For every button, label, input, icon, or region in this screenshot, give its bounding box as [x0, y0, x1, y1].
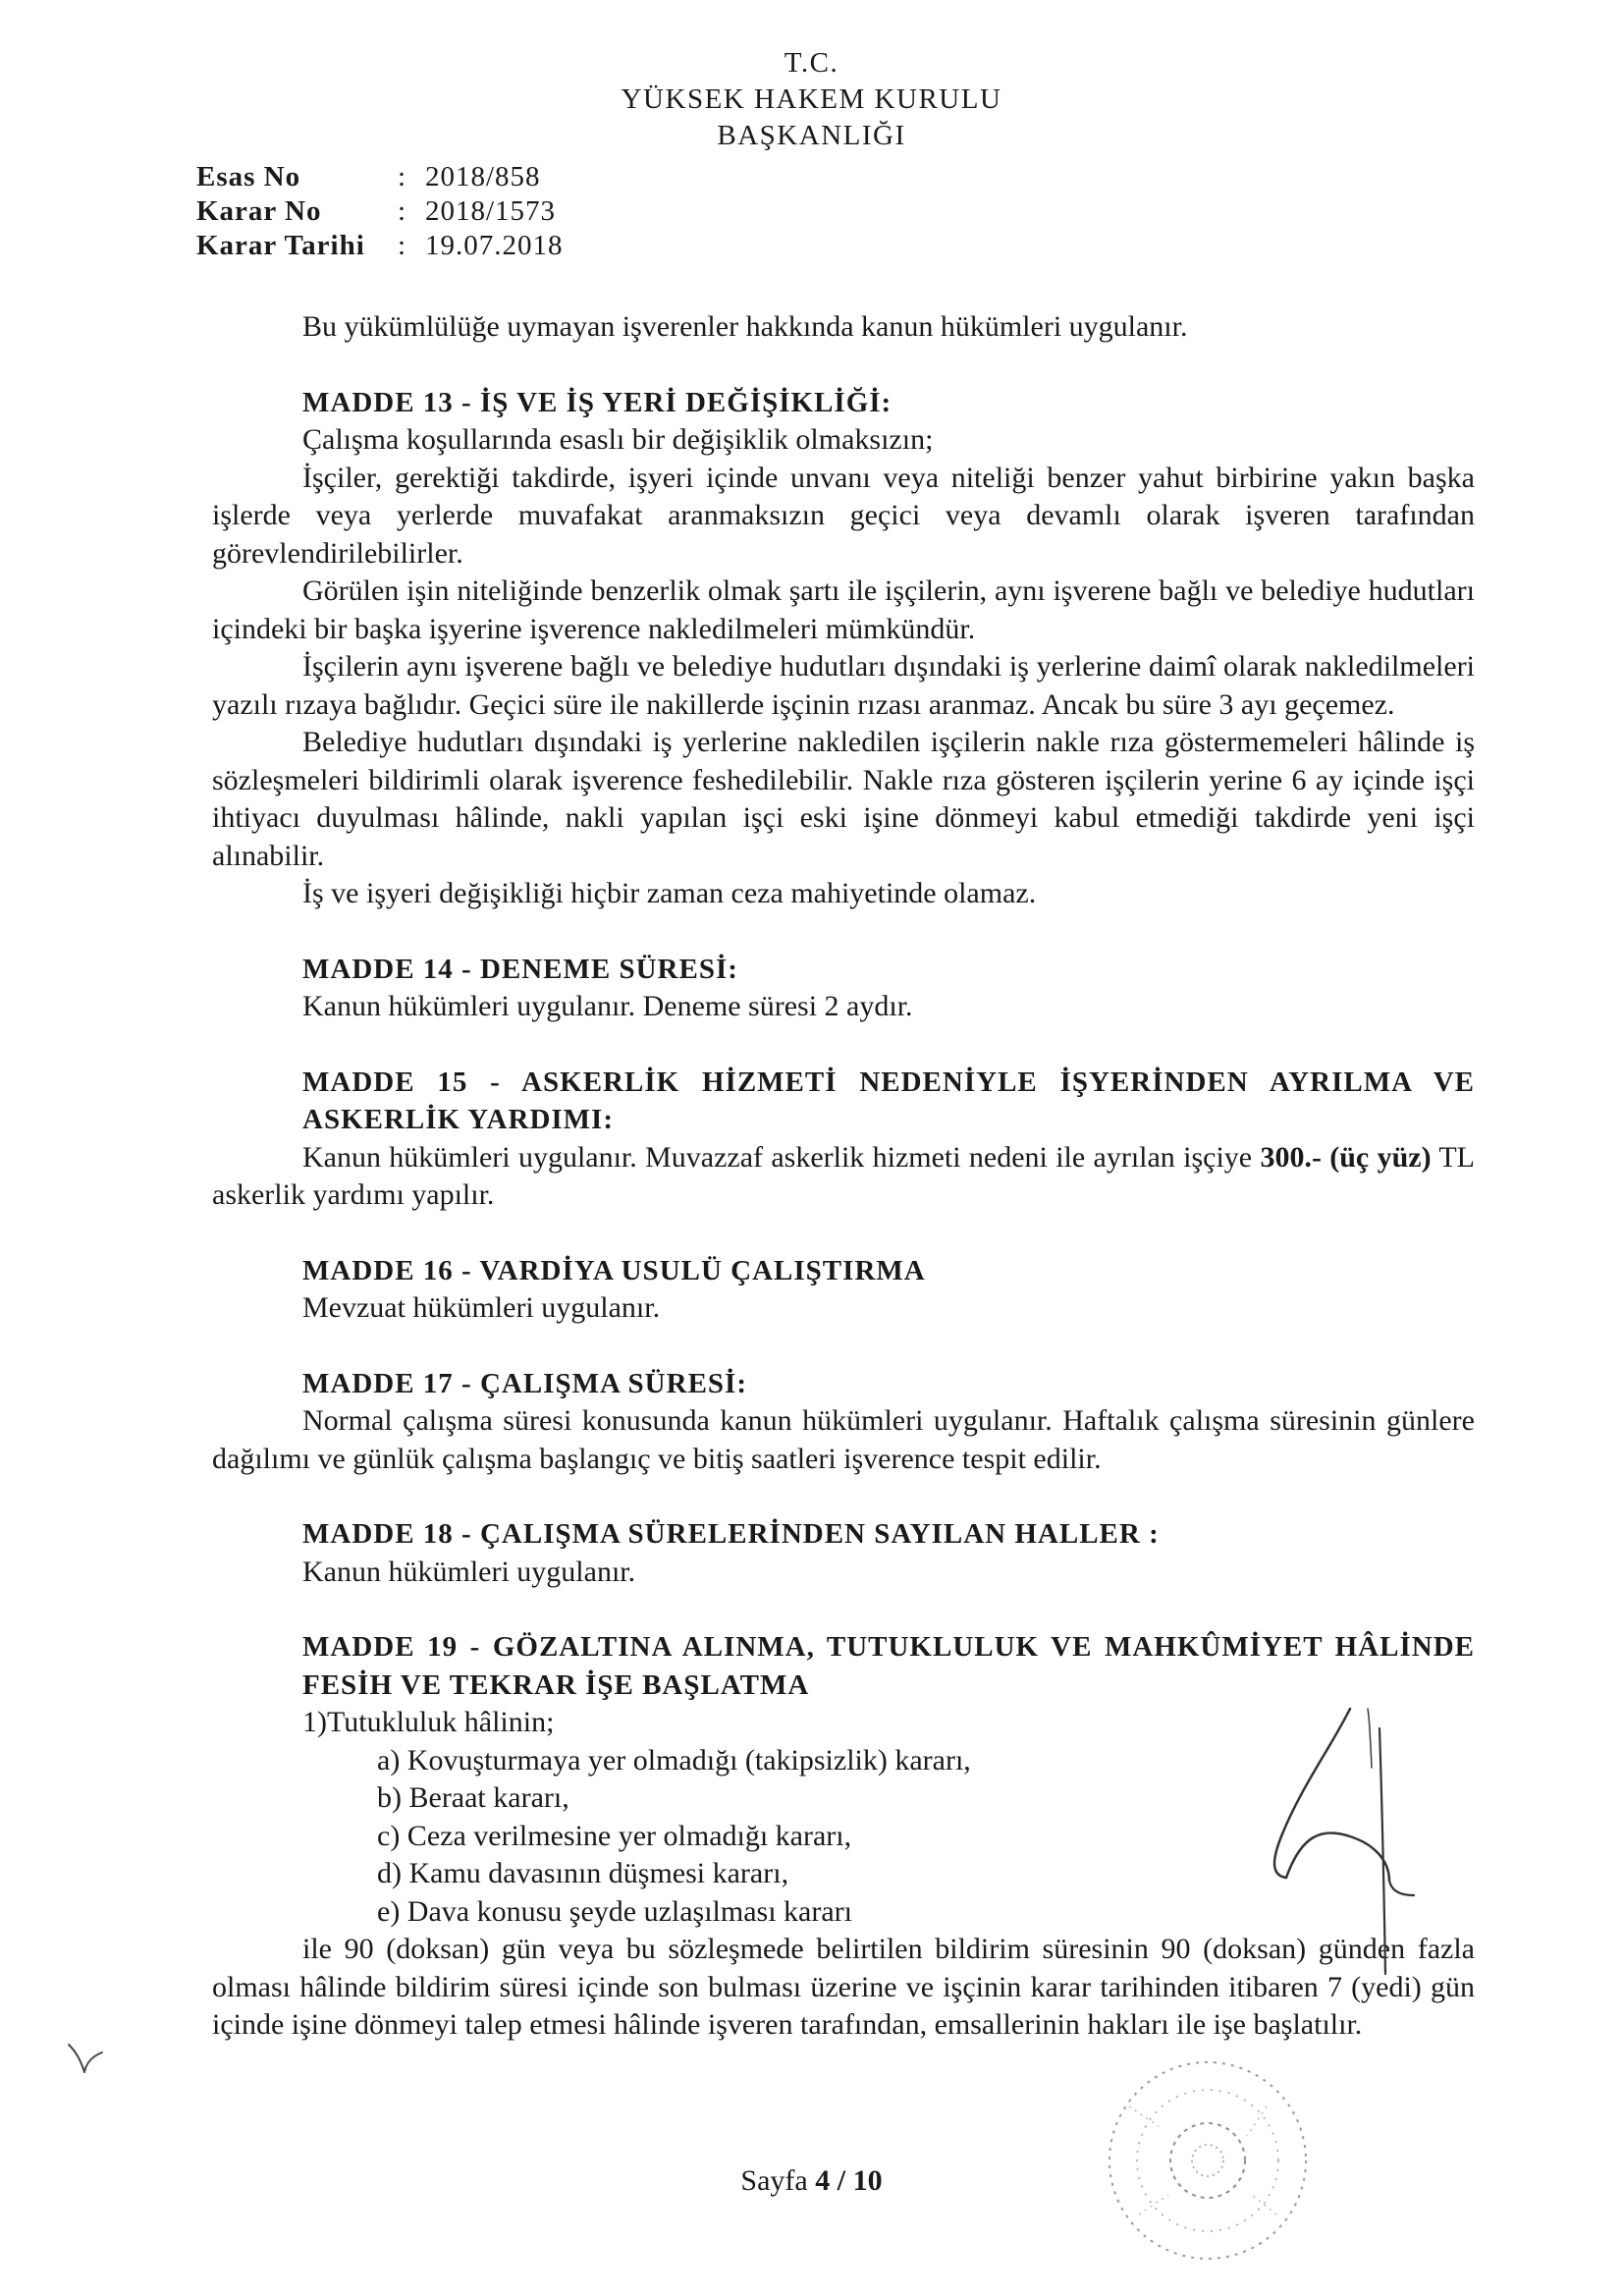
meta-value: 19.07.2018 — [425, 230, 564, 261]
case-meta — [196, 160, 564, 263]
list-item: a) Kovuşturmaya yer olmadığı (takipsizlik) kararı, — [377, 1743, 971, 1777]
article-13-p2: İşçiler, gerektiği takdirde, işyeri içinde unvanı veya niteliği benzer yahut birbirine yakın başka işlerde veya yerlerde muvafakat aranmaksızın geçici veya devamlı olarak işveren tarafından görevlendirilebilirler. — [212, 461, 1475, 570]
article-17-title: MADDE 17 - ÇALIŞMA SÜRESİ: — [302, 1367, 747, 1399]
article-18-title: MADDE 18 - ÇALIŞMA SÜRELERİNDEN SAYILAN HALLER : — [302, 1518, 1160, 1550]
meta-colon: : — [398, 161, 406, 192]
meta-key: Karar Tarihi — [196, 230, 365, 261]
article-15-title: MADDE 15 - ASKERLİK HİZMETİ NEDENİYLE İŞYERİNDEN AYRILMA VE ASKERLİK YARDIMI: — [302, 1066, 1475, 1135]
meta-key: Esas No — [196, 161, 301, 192]
footer-label: Sayfa — [740, 2164, 816, 2197]
article-13-p4: İşçilerin aynı işverene bağlı ve belediye hudutları dışındaki iş yerlerine daimî olarak nakledilmeleri yazılı rızaya bağlıdır. Geçici süre ile nakillerde işçinin rızası aranmaz. Ancak bu süre 3 ayı geçemez. — [212, 650, 1475, 721]
meta-row-esas — [196, 160, 564, 194]
article-13-title: MADDE 13 - İŞ VE İŞ YERİ DEĞİŞİKLİĞİ: — [302, 386, 893, 418]
article-14-p1: Kanun hükümleri uygulanır. Deneme süresi 2 aydır. — [302, 990, 913, 1022]
article-16-title: MADDE 16 - VARDİYA USULÜ ÇALIŞTIRMA — [302, 1254, 926, 1286]
meta-value: 2018/1573 — [425, 195, 557, 227]
article-19-p2: ile 90 (doksan) gün veya bu sözleşmede belirtilen bildirim süresinin 90 (doksan) günden fazla olması hâlinde bildirim süresi içinde son bulması üzerine ve işçinin karar tarihinden itibaren 7 (yedi) gün içinde işine dönmeyi talep etmesi hâlinde işveren tarafından, emsallerinin hakları ile işe başlatılır. — [212, 1933, 1475, 2041]
list-item: e) Dava konusu şeyde uzlaşılması kararı — [377, 1894, 852, 1928]
article-15-p1 — [212, 1139, 1475, 1215]
header-country: T.C. — [784, 47, 839, 79]
article-13-p3: Görülen işin niteliğinde benzerlik olmak şartı ile işçilerin, aynı işverene bağlı ve belediye hudutları içindeki bir başka işyerine işverence nakledilmeleri mümkündür. — [212, 574, 1475, 645]
article-19-title: MADDE 19 - GÖZALTINA ALINMA, TUTUKLULUK VE MAHKÛMİYET HÂLİNDE FESİH VE TEKRAR İŞE BAŞLATMA — [302, 1631, 1475, 1701]
handwritten-signature — [1242, 1689, 1438, 1984]
article-14-title: MADDE 14 - DENEME SÜRESİ: — [302, 953, 738, 985]
list-item: b) Beraat kararı, — [377, 1781, 569, 1814]
meta-value: 2018/858 — [425, 161, 541, 192]
header-department: BAŞKANLIĞI — [717, 120, 906, 151]
stamp-seal — [1070, 2048, 1345, 2273]
list-item: c) Ceza verilmesine yer olmadığı kararı, — [377, 1819, 852, 1852]
meta-colon: : — [398, 230, 406, 261]
document-header — [0, 45, 1623, 154]
list-item: d) Kamu davasının düşmesi kararı, — [377, 1857, 789, 1889]
article-13-p1: Çalışma koşullarında esaslı bir değişiklik olmaksızın; — [302, 423, 934, 456]
meta-colon: : — [398, 195, 406, 227]
article-15-p1-tail: TL askerlik yardımı yapılır. — [212, 1140, 1475, 1211]
margin-mark — [59, 2033, 118, 2082]
article-15-amount: 300.- (üç yüz) — [1260, 1140, 1432, 1174]
meta-row-karar — [196, 194, 564, 229]
article-16-p1: Mevzuat hükümleri uygulanır. — [302, 1291, 661, 1324]
meta-row-tarih — [196, 229, 564, 263]
meta-key: Karar No — [196, 195, 322, 227]
article-15-p1-text: Kanun hükümleri uygulanır. Muvazzaf askerlik hizmeti nedeni ile ayrılan işçiye — [302, 1140, 1261, 1174]
page-number: 4 / 10 — [815, 2164, 883, 2197]
header-institution: YÜKSEK HAKEM KURULU — [621, 83, 1002, 115]
article-13-p5: Belediye hudutları dışındaki iş yerlerine nakledilen işçilerin nakle rıza göstermemeleri hâlinde iş sözleşmeleri bildirimli olarak işverence feshedilebilir. Nakle rıza gösteren işçilerin yerine 6 ay içinde işçi ihtiyacı duyulması hâlinde, nakli yapılan işçi eski işine dönmeyi kabul etmediği takdirde yeni işçi alınabilir. — [212, 726, 1475, 872]
intro-paragraph: Bu yükümlülüğe uymayan işverenler hakkında kanun hükümleri uygulanır. — [302, 310, 1188, 343]
article-17-p1: Normal çalışma süresi konusunda kanun hükümleri uygulanır. Haftalık çalışma süresinin günlere dağılımı ve günlük çalışma başlangıç ve bitiş saatleri işverence tespit edilir. — [212, 1404, 1475, 1475]
article-18-p1: Kanun hükümleri uygulanır. — [302, 1555, 636, 1588]
article-19-p1: 1)Tutukluluk hâlinin; — [302, 1706, 555, 1738]
article-13-p6: İş ve işyeri değişikliği hiçbir zaman ceza mahiyetinde olamaz. — [302, 877, 1037, 909]
page-footer — [0, 2164, 1623, 2198]
